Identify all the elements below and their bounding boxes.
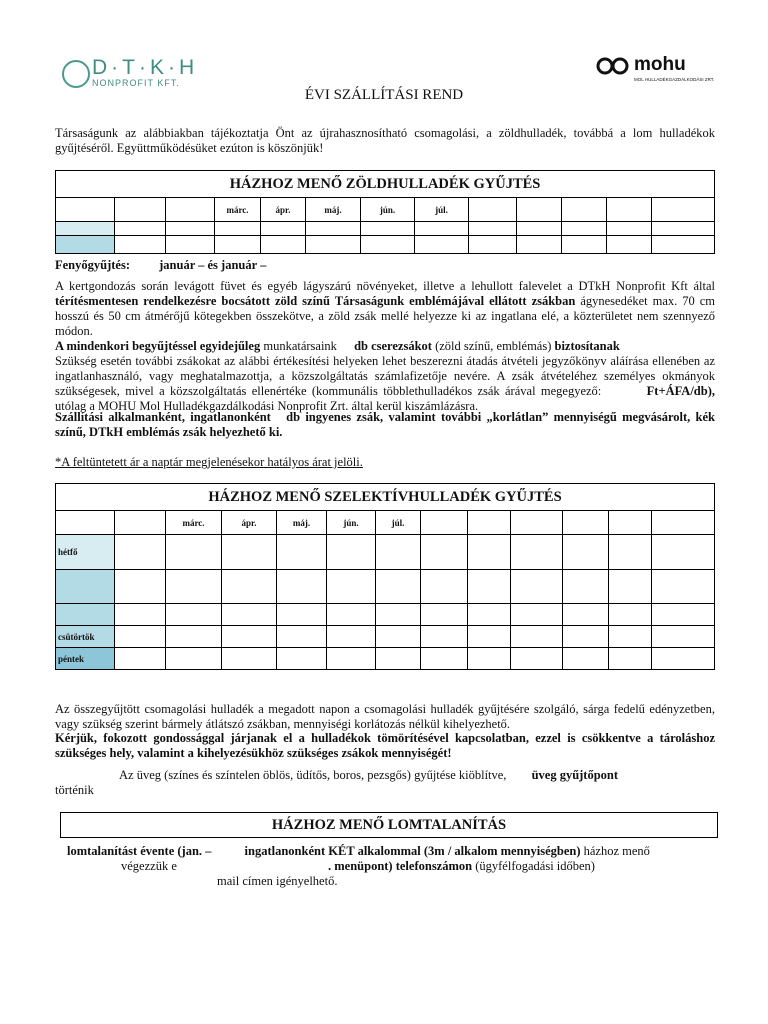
glass-end: történik xyxy=(55,783,94,797)
bulky-l1-d: házhoz menő xyxy=(583,844,650,858)
green-para-3-text: Szükség esetén további zsákokat az alábbi értékesítési helyeken lehet beszerezni átadás átvételi jegyzőkönyv aláírása ellenében az ingatlanhasználó, vagy meghatalmazottja, a közszolgáltatás számlafizetője nevére. A zsák átvételéhez személyes okmányok szükségesek, mivel a közszolgáltatás ellenértéke (kommunális többlethulladékos zsák árával megegyező: xyxy=(55,354,715,398)
green-month: jún. xyxy=(361,198,415,222)
bulky-l2-c: (ügyfélfogadási időben) xyxy=(475,859,595,873)
pine-collection xyxy=(55,258,266,273)
green-month: máj. xyxy=(306,198,361,222)
selective-month: máj. xyxy=(277,511,327,535)
dtkh-leaf-icon xyxy=(62,60,90,88)
green-para-1 xyxy=(55,279,715,339)
green-month: júl. xyxy=(415,198,469,222)
packaging-para-2: Kérjük, fokozott gondossággal járjanak el a hulladékok tömörítésével kapcsolatban, ezzel is csökkentve a tároláshoz szükséges hely, valamint a kihelyezésükhöz szükséges zsákok mennyiségét! xyxy=(55,731,715,760)
dtkh-logo-name: D·T·K·H xyxy=(92,56,199,79)
green-para-1-bold: térítésmentesen rendelkezésre bocsátott zöld színű Társaságunk emblémájával ellátott zsákban xyxy=(55,294,576,308)
bulky-l2-a: végezzük e xyxy=(121,859,177,873)
intro-text: Társaságunk az alábbiakban tájékoztatja Önt az újrahasznosítható csomagolási, a zöldhulladék, továbbá a lom hulladékok gyűjtéséről. Együttműködésüket ezúton is köszönjük! xyxy=(55,126,715,155)
mohu-logo-name: mohu xyxy=(634,54,686,75)
packaging-para-1: Az összegyűjtött csomagolási hulladék a megadott napon a csomagolási hulladék gyűjtésére szolgáló, sárga fedelű edényzetben, vagy szükség szerint bármely átlátszó zsákban, mennyiségi korlátozás nélkül kihelyezhető. xyxy=(55,702,715,731)
green-para-3 xyxy=(55,354,715,414)
bulky-header: HÁZHOZ MENŐ LOMTALANÍTÁS xyxy=(60,812,718,838)
green-waste-table xyxy=(55,170,715,254)
green-month: ápr. xyxy=(261,198,306,222)
pine-dates: január – és január – xyxy=(159,258,267,272)
day-label xyxy=(56,570,115,604)
selective-month: márc. xyxy=(166,511,222,535)
bulky-l1-c: KÉT alkalommal (3m / alkalom mennyiségben) xyxy=(328,844,581,858)
day-label: péntek xyxy=(56,648,115,670)
glass-text: Az üveg (színes és színtelen öblös, üdítős, boros, pezsgős) gyűjtése kiöblítve, xyxy=(119,768,507,782)
bulky-l1-b: ingatlanonként xyxy=(244,844,326,858)
green-month: márc. xyxy=(215,198,261,222)
day-label: csütörtök xyxy=(56,626,115,648)
day-label xyxy=(56,604,115,626)
green-para-1-rest: ágynesedéket max. 70 cm hosszú és 50 cm átmérőjű kötegekben összekötve, a zöld zsák mellé helyezze ki az ingatlana elé, a közterületet nem szennyező módon. xyxy=(55,294,716,338)
green-para-2-a: A mindenkori begyűjtéssel egyidejűleg xyxy=(55,339,261,353)
page-title: ÉVI SZÁLLÍTÁSI REND xyxy=(304,87,464,103)
mohu-mark-icon xyxy=(596,57,630,75)
green-para-2-b: munkatársaink xyxy=(263,339,337,353)
green-para-2-c: db cserezsákot xyxy=(354,339,432,353)
selective-waste-table xyxy=(55,483,715,670)
green-table-header: HÁZHOZ MENŐ ZÖLDHULLADÉK GYŰJTÉS xyxy=(56,171,715,198)
bulky-text xyxy=(67,844,717,889)
green-price: Ft+ÁFA/db), xyxy=(646,384,716,398)
glass-para xyxy=(55,768,715,798)
green-para-2-e: biztosítanak xyxy=(554,339,620,353)
price-note: *A feltüntetett ár a naptár megjelenésekor hatályos árat jelöli. xyxy=(55,455,363,469)
green-para-4-b: db ingyenes zsák, valamint további „korlátlan” mennyiségű megvásárolt, kék színű, DTkH emblémás zsák helyezhető ki. xyxy=(55,410,716,439)
selective-month: ápr. xyxy=(222,511,277,535)
day-label: hétfő xyxy=(56,535,115,570)
selective-table-header: HÁZHOZ MENŐ SZELEKTÍVHULLADÉK GYŰJTÉS xyxy=(56,484,715,511)
pine-label: Fenyőgyűjtés: xyxy=(55,258,130,272)
selective-month: jún. xyxy=(327,511,376,535)
bulky-l3: mail címen igényelhető. xyxy=(217,874,338,888)
bulky-l2-b: . menüpont) telefonszámon xyxy=(328,859,473,873)
green-para-4 xyxy=(55,410,715,440)
dtkh-logo-sub: NONPROFIT KFT. xyxy=(92,78,180,88)
green-para-1-text: A kertgondozás során levágott füvet és egyéb lágyszárú növényeket, illetve a lehullott falevelet a DTkH Nonprofit Kft által xyxy=(55,279,715,293)
bulky-l1-a: lomtalanítást évente (jan. – xyxy=(67,844,212,858)
glass-point: üveg gyűjtőpont xyxy=(531,768,619,782)
green-para-2-d: (zöld színű, emblémás) xyxy=(435,339,552,353)
green-para-3-rest: utólag a MOHU Mol Hulladékgazdálkodási Nonprofit Zrt. által kerül kiszámlázásra. xyxy=(55,399,479,413)
green-para-2 xyxy=(55,339,715,354)
mohu-logo xyxy=(596,54,715,88)
mohu-logo-sub: MOL HULLADÉKGAZDÁLKODÁSI ZRT. xyxy=(634,77,715,82)
green-para-4-a: Szállítási alkalmanként, ingatlanonként xyxy=(55,410,271,424)
selective-month: júl. xyxy=(376,511,421,535)
dtkh-logo xyxy=(62,56,199,90)
